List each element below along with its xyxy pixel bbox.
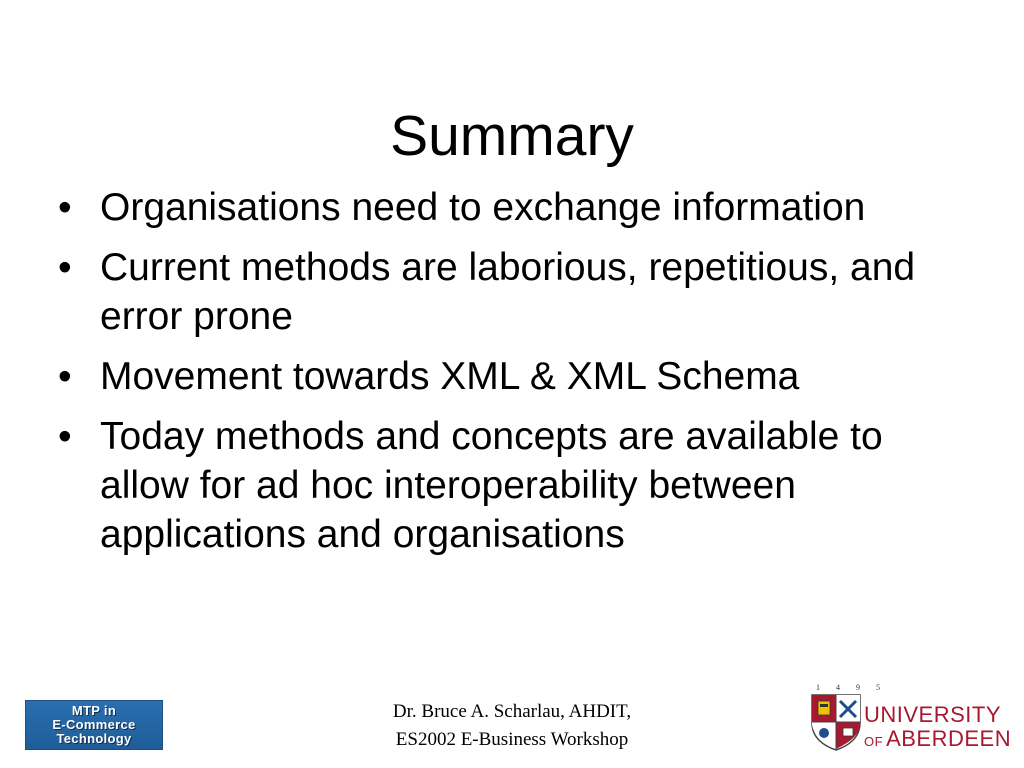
mtp-logo-line: MTP in — [71, 703, 117, 718]
university-of-aberdeen-logo — [810, 683, 1010, 753]
university-name-line2 — [864, 727, 1011, 754]
footer-credit — [312, 698, 712, 754]
university-crest-icon — [810, 693, 862, 751]
bullet-dot-icon: • — [58, 186, 72, 229]
bullet-dot-icon: • — [58, 415, 72, 458]
mtp-logo-line: Technology — [56, 731, 132, 746]
footer-line-workshop: ES2002 E-Business Workshop — [395, 729, 629, 750]
bullet-item — [55, 352, 975, 401]
bullet-item — [55, 183, 975, 232]
university-name-of: OF — [864, 734, 884, 749]
university-year: 1 4 9 5 — [816, 683, 887, 692]
bullet-item — [55, 243, 975, 341]
bullet-dot-icon: • — [58, 246, 72, 289]
footer-line-author: Dr. Bruce A. Scharlau, AHDIT, — [392, 701, 632, 722]
university-name-aberdeen: ABERDEEN — [886, 726, 1012, 751]
bullet-text: Organisations need to exchange information — [100, 186, 866, 229]
bullet-text: Current methods are laborious, repetitious, and error prone — [100, 246, 916, 338]
university-name-line1: UNIVERSITY — [864, 702, 1002, 727]
mtp-ecommerce-logo — [25, 700, 163, 750]
bullet-text: Movement towards XML & XML Schema — [100, 355, 800, 398]
bullet-list — [55, 183, 975, 570]
bullet-dot-icon: • — [58, 355, 72, 398]
slide-title: Summary — [390, 104, 634, 168]
bullet-item — [55, 412, 975, 559]
mtp-logo-line: E-Commerce — [52, 717, 136, 732]
bullet-text: Today methods and concepts are available to allow for ad hoc interoperability between applications and organisations — [100, 415, 883, 556]
